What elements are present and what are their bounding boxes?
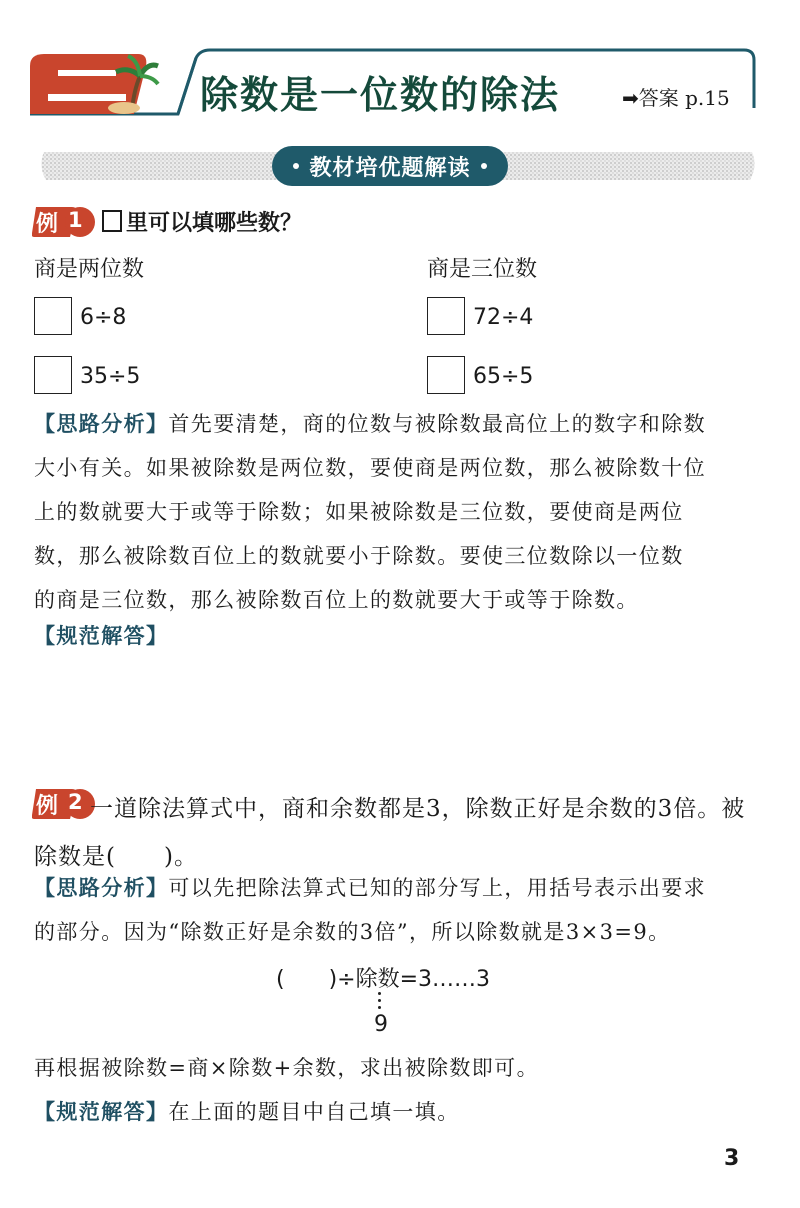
example-1-badge xyxy=(32,205,98,239)
section-banner xyxy=(272,146,508,186)
analysis-line: 的商是三位数，那么被除数百位上的数就要大于或等于除数。 xyxy=(34,588,639,612)
bullet-dot-icon xyxy=(293,163,299,169)
example-2-answer xyxy=(34,1090,460,1134)
chapter-badge xyxy=(30,50,160,116)
analysis-line: 上的数就要大于或等于除数；如果被除数是三位数，要使商是两位 xyxy=(34,500,684,524)
analysis-line: 大小有关。如果被除数是两位数，要使商是两位数，那么被除数十位 xyxy=(34,456,706,480)
page-number: 3 xyxy=(724,1146,740,1171)
chapter-title: 除数是一位数的除法 xyxy=(200,73,561,117)
example-1-question xyxy=(102,206,302,237)
section-title: 教材培优题解读 xyxy=(309,155,471,181)
example-1-analysis xyxy=(34,402,754,622)
answer-blank-box[interactable] xyxy=(427,356,465,394)
answer-blank-box[interactable] xyxy=(427,297,465,335)
answer-reference-text: 答案 p.15 xyxy=(638,86,730,110)
answer-label: 【规范解答】 xyxy=(34,624,169,648)
example-1-question-text: 里可以填哪些数？ xyxy=(126,211,303,236)
arrow-right-icon: ➡ xyxy=(622,86,639,110)
follow-up-text: 再根据被除数=商×除数+余数，求出被除数即可。 xyxy=(34,1056,539,1080)
division-equation: ( )÷除数=3……3 xyxy=(276,967,491,992)
left-column-heading: 商是两位数 xyxy=(34,257,145,282)
question-line: 除数是( )。 xyxy=(34,844,198,870)
division-expression: 6÷8 xyxy=(80,305,127,330)
example-2-badge xyxy=(32,787,98,821)
blank-square-icon xyxy=(102,210,122,232)
division-expression: 72÷4 xyxy=(473,305,534,330)
divisor-value: 9 xyxy=(374,1012,388,1037)
answer-blank-box[interactable] xyxy=(34,297,72,335)
example-2-badge-label: 例 xyxy=(36,794,59,819)
answer-blank-box[interactable] xyxy=(34,356,72,394)
example-2-badge-number: 2 xyxy=(68,790,83,814)
question-line: 一道除法算式中，商和余数都是3，除数正好是余数的3倍。被 xyxy=(90,796,746,822)
analysis-line: 首先要清楚，商的位数与被除数最高位上的数字和除数 xyxy=(168,412,707,436)
example-2-analysis xyxy=(34,866,754,954)
answer-text: 在上面的题目中自己填一填。 xyxy=(168,1100,460,1124)
analysis-line: 的部分。因为“除数正好是余数的3倍”，所以除数就是3×3=9。 xyxy=(34,920,671,944)
answer-label: 【规范解答】 xyxy=(34,1100,169,1124)
vertical-dots-icon xyxy=(378,992,382,1013)
analysis-label: 【思路分析】 xyxy=(34,876,169,900)
division-expression: 35÷5 xyxy=(80,364,141,389)
analysis-line: 可以先把除法算式已知的部分写上，用括号表示出要求 xyxy=(168,876,707,900)
bullet-dot-icon xyxy=(481,163,487,169)
right-column-heading: 商是三位数 xyxy=(427,257,538,282)
division-expression: 65÷5 xyxy=(473,364,534,389)
analysis-line: 数，那么被除数百位上的数就要小于除数。要使三位数除以一位数 xyxy=(34,544,684,568)
example-1-badge-label: 例 xyxy=(36,212,59,237)
example-1-badge-number: 1 xyxy=(68,208,83,232)
analysis-label: 【思路分析】 xyxy=(34,412,169,436)
answer-reference[interactable] xyxy=(622,82,730,111)
